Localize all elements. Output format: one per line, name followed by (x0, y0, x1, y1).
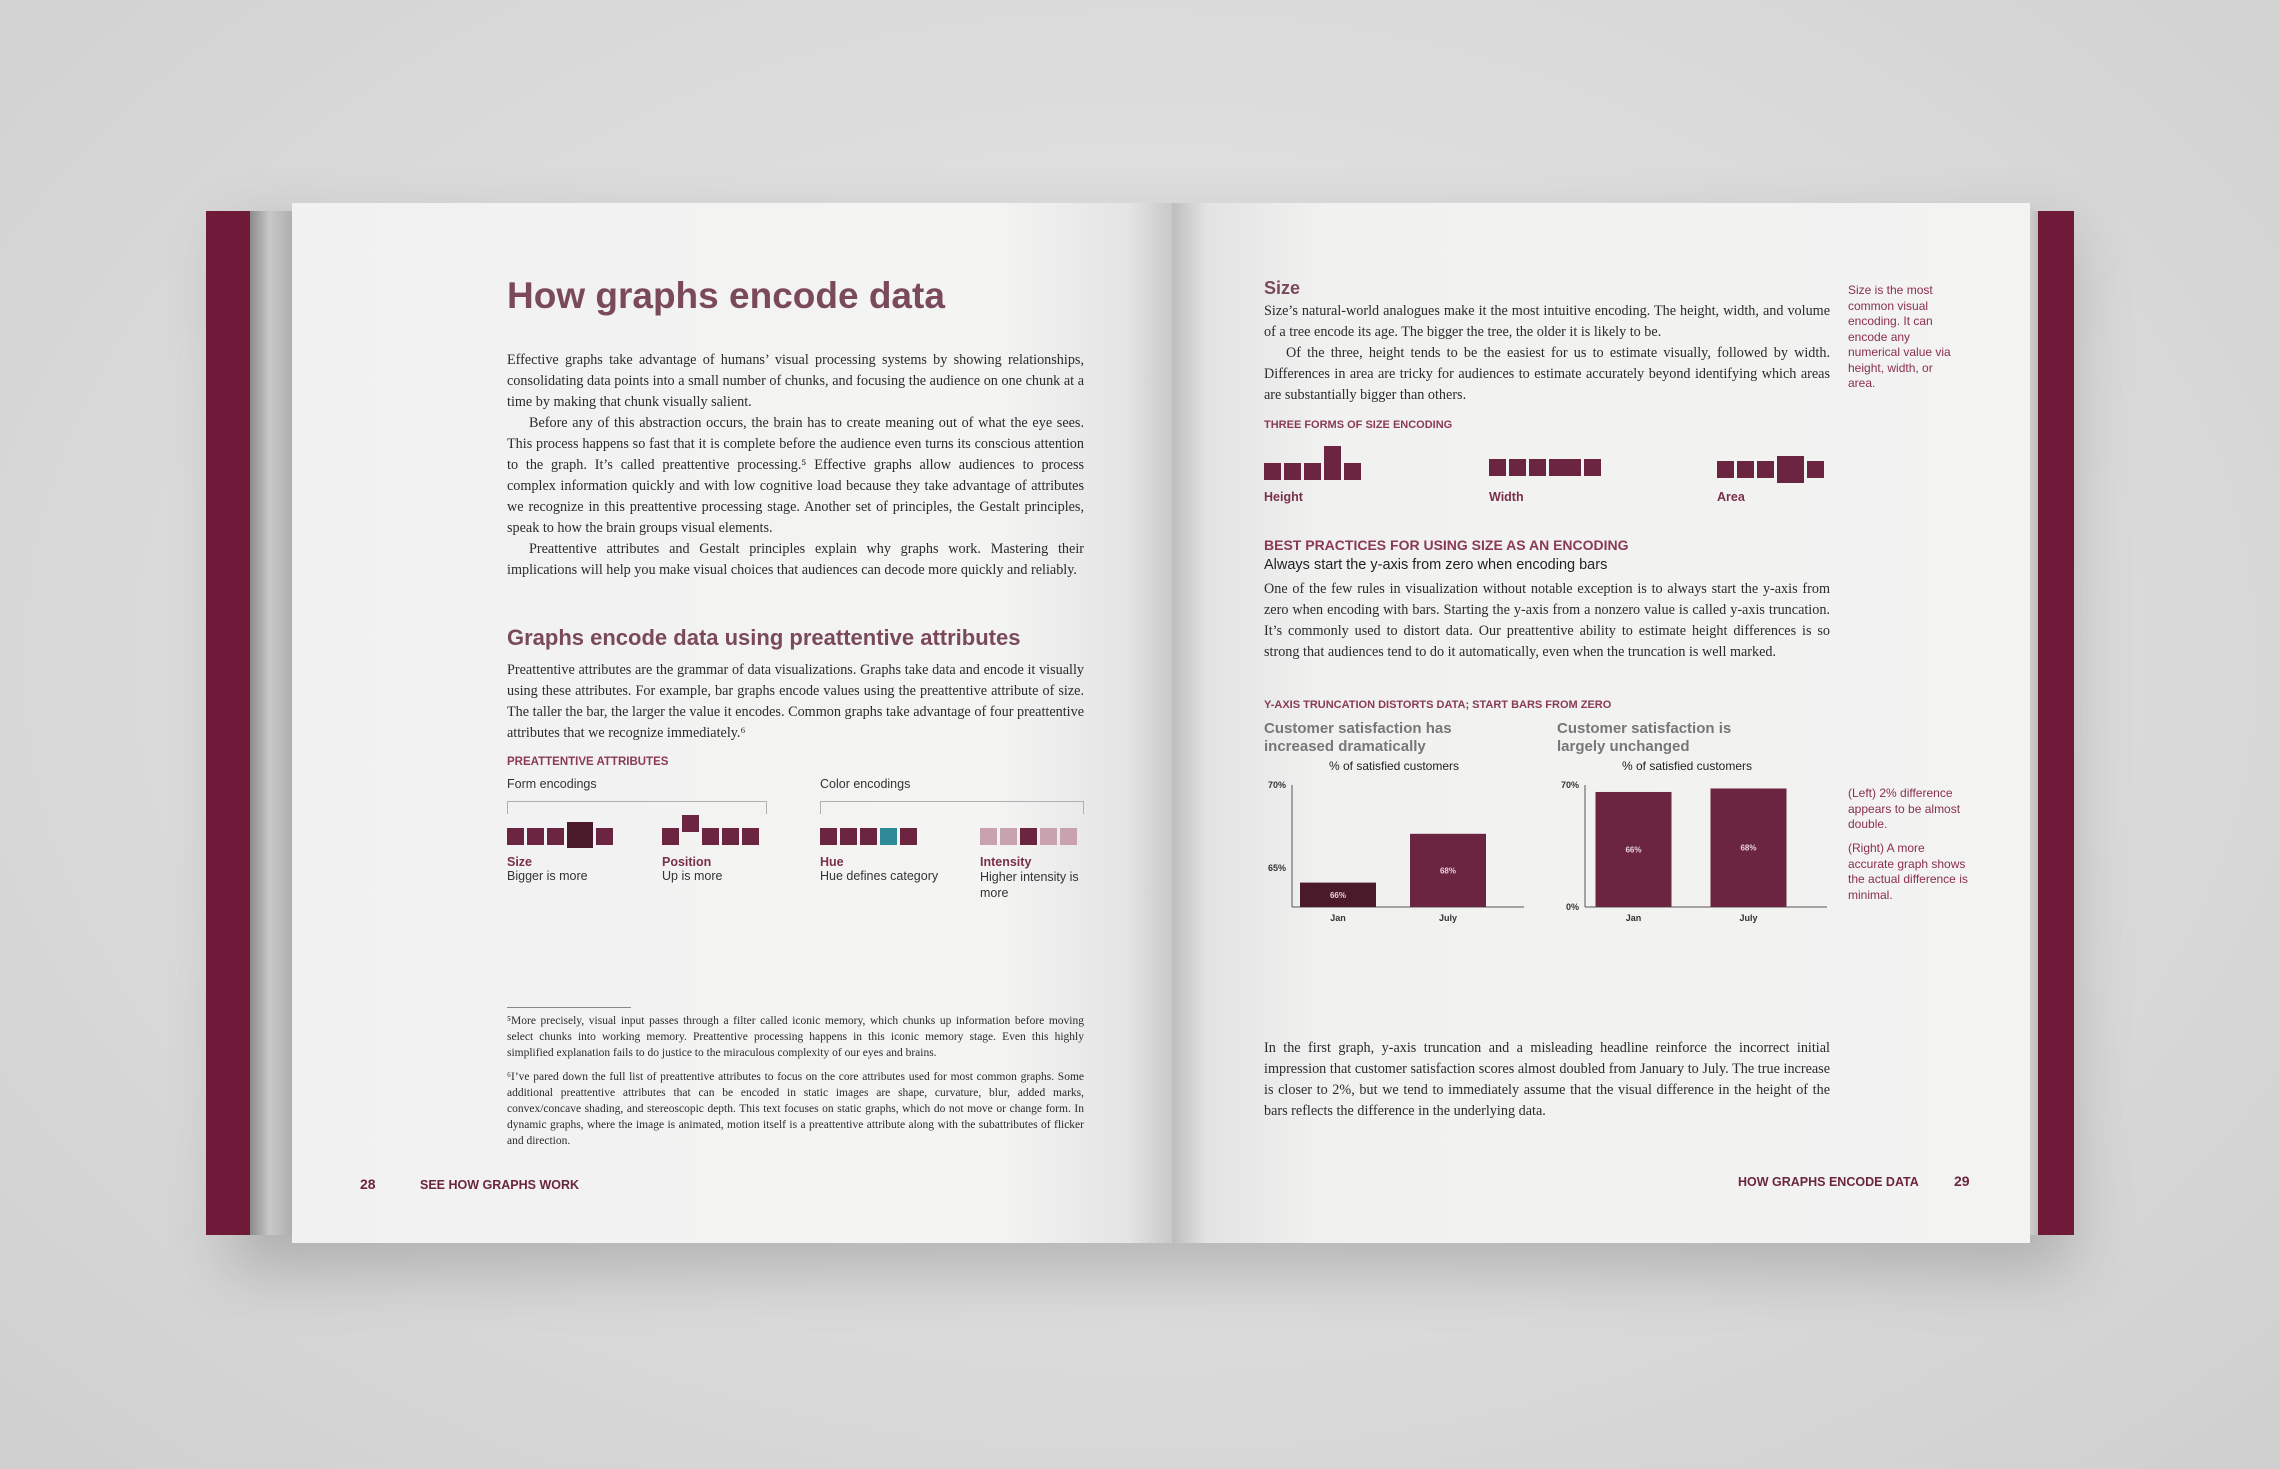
width-bar (1584, 459, 1601, 476)
paragraph: In the first graph, y-axis truncation and a misleading headline reinforce the incorrect initial impression that customer satisfaction scores almost doubled from January to July. The true increase is closer to 2%, but we tend to immediately assume that the visual difference in the height of the bars reflects the difference in the underlying data. (1264, 1040, 1830, 1119)
chart1-ylabel: % of satisfied customers (1328, 759, 1460, 773)
attr-hue (820, 855, 938, 883)
chart2-data-label: 66% (1625, 845, 1642, 855)
hue-square (900, 828, 917, 845)
width-bar (1489, 459, 1506, 476)
area-square (1717, 461, 1734, 478)
intensity-square (1040, 828, 1057, 845)
paragraph: Preattentive attributes and Gestalt principles explain why graphs work. Mastering their implications will help you make visual choices that audiences can decode more quickly and reliably. (507, 541, 1084, 578)
chart1-data-label: 66% (1329, 890, 1347, 900)
form-label-area: Area (1717, 490, 1745, 504)
truncation-label: Y-AXIS TRUNCATION DISTORTS DATA; START BARS FROM ZERO (1264, 699, 1612, 711)
height-bar (1284, 463, 1301, 480)
size-heading: Size (1264, 278, 1301, 298)
attr-desc: Higher intensity is more (980, 870, 1079, 900)
paragraph: Preattentive attributes are the grammar of data visualizations. Graphs take data and encode it visually using these attributes. For example, bar graphs encode values using the preattentive attribute of size. The taller the bar, the larger the value it encodes. Common graphs take advantage of four preattentive attributes that we recognize immediately.⁶ (507, 662, 1084, 741)
attr-size (507, 855, 588, 883)
figure-label: PREATTENTIVE ATTRIBUTES (507, 756, 669, 768)
footnotes (507, 1013, 1084, 1157)
width-bar-wide (1549, 459, 1581, 476)
form-label-width: Width (1489, 490, 1524, 504)
chart2-xtick: Jan (1625, 913, 1642, 923)
running-head-left: SEE HOW GRAPHS WORK (420, 1178, 580, 1192)
section-text (507, 660, 1084, 744)
hue-square (840, 828, 857, 845)
form-encodings-label: Form encodings (507, 777, 597, 791)
chart1-data-label: 68% (1439, 866, 1457, 876)
intensity-square-dark (1020, 828, 1037, 845)
chart2-xtick: July (1739, 913, 1758, 923)
chart1-ytick-high: 70% (1267, 780, 1286, 790)
height-bar (1264, 463, 1281, 480)
chart2-data-label: 68% (1740, 843, 1757, 853)
position-square (702, 828, 719, 845)
width-bar (1529, 459, 1546, 476)
forms-label: THREE FORMS OF SIZE ENCODING (1264, 419, 1453, 431)
attr-name: Intensity (980, 855, 1032, 869)
paragraph: Effective graphs take advantage of humans’ visual processing systems by showing relationships, consolidating data points into a small number of chunks, and focusing the audience on one chunk at a time by making that chunk visually salient. (507, 352, 1084, 410)
intensity-square (980, 828, 997, 845)
chart2-ylabel: % of satisfied customers (1621, 759, 1753, 773)
paragraph: Of the three, height tends to be the easiest for us to estimate visually, followed by width. Differences in area are tricky for audiences to estimate accurately beyond identifying which areas are substantially bigger than others. (1264, 345, 1830, 403)
attr-name: Hue (820, 855, 844, 869)
chart2-ytick-low: 0% (1565, 902, 1579, 912)
form-label-height: Height (1264, 490, 1303, 504)
area-square (1737, 461, 1754, 478)
intensity-square (1060, 828, 1077, 845)
attr-position (662, 855, 722, 883)
form-bracket (507, 801, 767, 814)
position-square (742, 828, 759, 845)
size-text (1264, 301, 1830, 406)
size-square (547, 828, 564, 845)
color-bracket (820, 801, 1084, 814)
height-bar-tall (1324, 446, 1341, 480)
position-square-raised (682, 815, 699, 832)
best-practices-label: BEST PRACTICES FOR USING SIZE AS AN ENCODING (1264, 537, 1629, 553)
size-square (596, 828, 613, 845)
attr-desc: Up is more (662, 869, 723, 883)
intro-text (507, 350, 1084, 581)
intensity-square (1000, 828, 1017, 845)
attr-desc: Hue defines category (820, 869, 939, 883)
width-bar (1509, 459, 1526, 476)
right-page (1172, 203, 2030, 1243)
paragraph: One of the few rules in visualization without notable exception is to always start the y-axis from zero when encoding with bars. Starting the y-axis from a nonzero value is called y-axis truncation. It’s commonly used to distort data. Our preattentive ability to estimate height differences is so strong that audiences tend to do it automatically, even when the truncation is well marked. (1264, 581, 1830, 660)
paragraph: Size’s natural-world analogues make it the most intuitive encoding. The height, width, and volume of a tree encode its age. The bigger the tree, the older it is likely to be. (1264, 303, 1830, 340)
footnote: ⁶I’ve pared down the full list of preattentive attributes to focus on the core attributes used for most common graphs. Some additional preattentive attributes that can be encoded in static images are shape, curvature, blur, added marks, convex/concave shading, and stereoscopic depth. This text focuses on static graphs, which do not move or change form. In dynamic graphs, where the image is animated, motion itself is a preattentive attribute along with the subattributes of flicker and direction. (507, 1071, 1084, 1147)
chart2-ytick-high: 70% (1560, 780, 1579, 790)
chart1-ytick-low: 65% (1267, 863, 1286, 873)
side-note: Size is the most common visual encoding. It can encode any numerical value via height, width, or area. (1848, 283, 1951, 390)
page-number-right: 29 (1954, 1173, 1970, 1189)
chart-note-right: (Right) A more accurate graph shows the actual difference is minimal. (1848, 841, 1968, 902)
height-bar (1304, 463, 1321, 480)
position-square (662, 828, 679, 845)
size-square-large (567, 822, 593, 848)
paragraph: Before any of this abstraction occurs, the brain has to create meaning out of what the eye sees. This process happens so fast that it is complete before the audience even turns its conscious attention to the graph. It’s called preattentive processing.⁵ Effective graphs allow audiences to process complex information quickly and with low cognitive load because they take advantage of attributes we recognize in this preattentive processing stage. Another set of principles, the Gestalt principles, speak to how the brain groups visual elements. (507, 415, 1084, 536)
hue-square (820, 828, 837, 845)
chart2-plot (1557, 777, 1837, 932)
height-bar (1344, 463, 1361, 480)
attr-intensity (980, 855, 1080, 901)
hue-square-teal (880, 828, 897, 845)
chart1-plot (1264, 777, 1534, 932)
closing-text (1264, 1038, 1830, 1122)
area-square-large (1777, 456, 1804, 483)
running-head-right: HOW GRAPHS ENCODE DATA (1738, 1175, 1919, 1189)
chart2-title: Customer satisfaction is largely unchanged (1557, 720, 1732, 755)
chart-note-left: (Left) 2% difference appears to be almost double. (1848, 786, 1961, 831)
position-square (722, 828, 739, 845)
attr-name: Size (507, 855, 533, 869)
chart1-xtick: July (1438, 913, 1458, 923)
attr-name: Position (662, 855, 712, 869)
page-edges-left (250, 211, 298, 1235)
best-practice-text (1264, 579, 1830, 663)
footnote: ⁵More precisely, visual input passes through a filter called iconic memory, which chunks up information before moving select chunks into working memory. Preattentive processing happens in this iconic memory stage. Even this highly simplified explanation fails to do justice to the miraculous complexity of our eyes and brains. (507, 1015, 1084, 1059)
page-number-left: 28 (360, 1176, 376, 1192)
attr-desc: Bigger is more (507, 869, 588, 883)
size-square (507, 828, 524, 845)
size-square (527, 828, 544, 845)
chart1-xtick: Jan (1330, 913, 1346, 923)
page-title: How graphs encode data (507, 275, 945, 316)
section-subtitle: Graphs encode data using preattentive attributes (507, 625, 1021, 650)
left-page (292, 203, 1172, 1243)
chart1-title: Customer satisfaction has increased dramatically (1264, 720, 1452, 755)
area-square (1807, 461, 1824, 478)
footnote-rule (507, 1007, 631, 1008)
color-encodings-label: Color encodings (820, 777, 911, 791)
hue-square (860, 828, 877, 845)
best-practice-title: Always start the y-axis from zero when encoding bars (1264, 557, 1608, 573)
area-square (1757, 461, 1774, 478)
